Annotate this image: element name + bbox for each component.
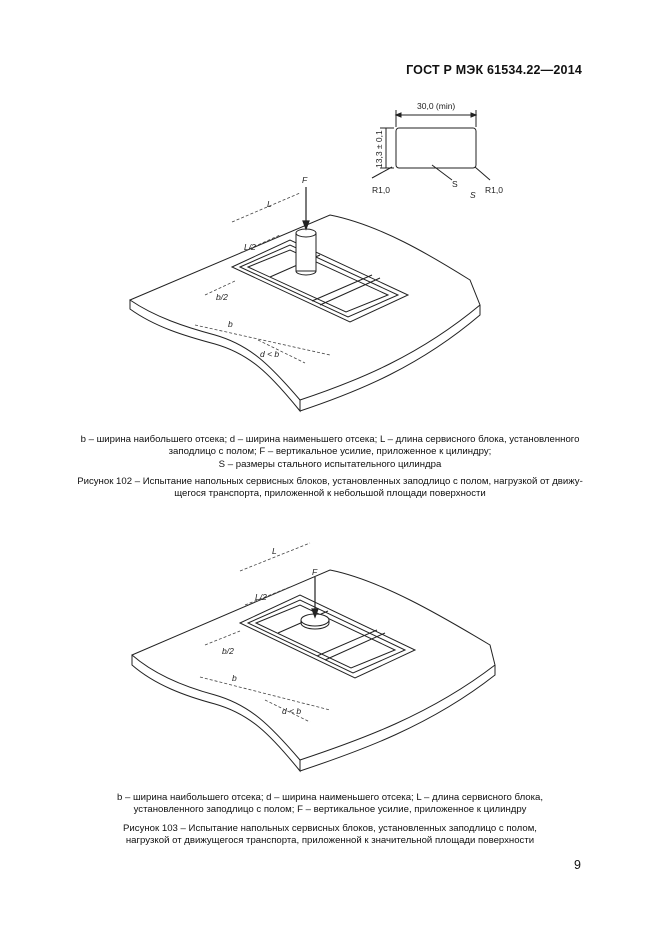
title-line: щегося транспорта, приложенной к небольшой площади поверхности [174,488,486,500]
figure-103-drawing [0,525,661,790]
figure-103-title [40,823,620,848]
label-b2: b/2 [222,646,234,656]
title-line: Рисунок 102 – Испытание напольных сервисных блоков, установленных заподлицо с полом, нагрузкой от движу- [77,476,583,487]
test-cylinder [296,229,316,275]
label-F: F [312,567,318,577]
title-line: нагрузкой от движущегося транспорта, приложенной к значительной площади поверхности [125,835,535,847]
label-L: L [267,199,272,209]
page-number: 9 [574,858,581,872]
label-L: L [272,546,277,556]
legend-line: заподлицо с полом; F – вертикальное усилие, приложенное к цилиндру; [168,446,492,458]
cylinder-width-label: 30,0 (min) [417,101,456,111]
dimension-lines [195,193,330,363]
label-b2: b/2 [216,292,228,302]
label-d: d < b [282,706,302,716]
title-line: Рисунок 103 – Испытание напольных сервисных блоков, установленных заподлицо с полом, [123,823,537,834]
service-block [240,595,415,678]
s-label-2: S [470,190,476,200]
figure-102-legend [40,434,620,471]
label-L2: L/2 [244,242,256,252]
label-F: F [302,175,308,185]
standard-header: ГОСТ Р МЭК 61534.22—2014 [406,63,582,77]
figure-103-legend [40,792,620,817]
label-d: d < b [260,349,280,359]
s-label-1: S [452,179,458,189]
cylinder-detail [372,110,490,180]
label-L2: L/2 [255,592,267,602]
service-block [232,240,408,322]
force-arrow [303,187,309,229]
force-arrow [312,577,318,617]
label-b: b [232,673,237,683]
legend-line: установленного заподлицо с полом; F – вертикальное усилие, приложенное к цилиндру [133,804,527,816]
legend-line: b – ширина наибольшего отсека; d – ширина наименьшего отсека; L – длина сервисного блока, [116,792,544,803]
legend-line: S – размеры стального испытательного цилиндра [218,458,442,470]
radius-left-label: R1,0 [372,185,390,195]
floor-slab [132,570,495,771]
dimension-lines [200,543,330,722]
cylinder-height-label: 13,3 ± 0,1 [374,130,384,168]
figure-102-title [40,476,620,501]
figure-102-drawing [0,95,661,430]
legend-line: b – ширина наибольшего отсека; d – ширина наименьшего отсека; L – длина сервисного блока, установленного [80,434,580,445]
radius-right-label: R1,0 [485,185,503,195]
label-b: b [228,319,233,329]
